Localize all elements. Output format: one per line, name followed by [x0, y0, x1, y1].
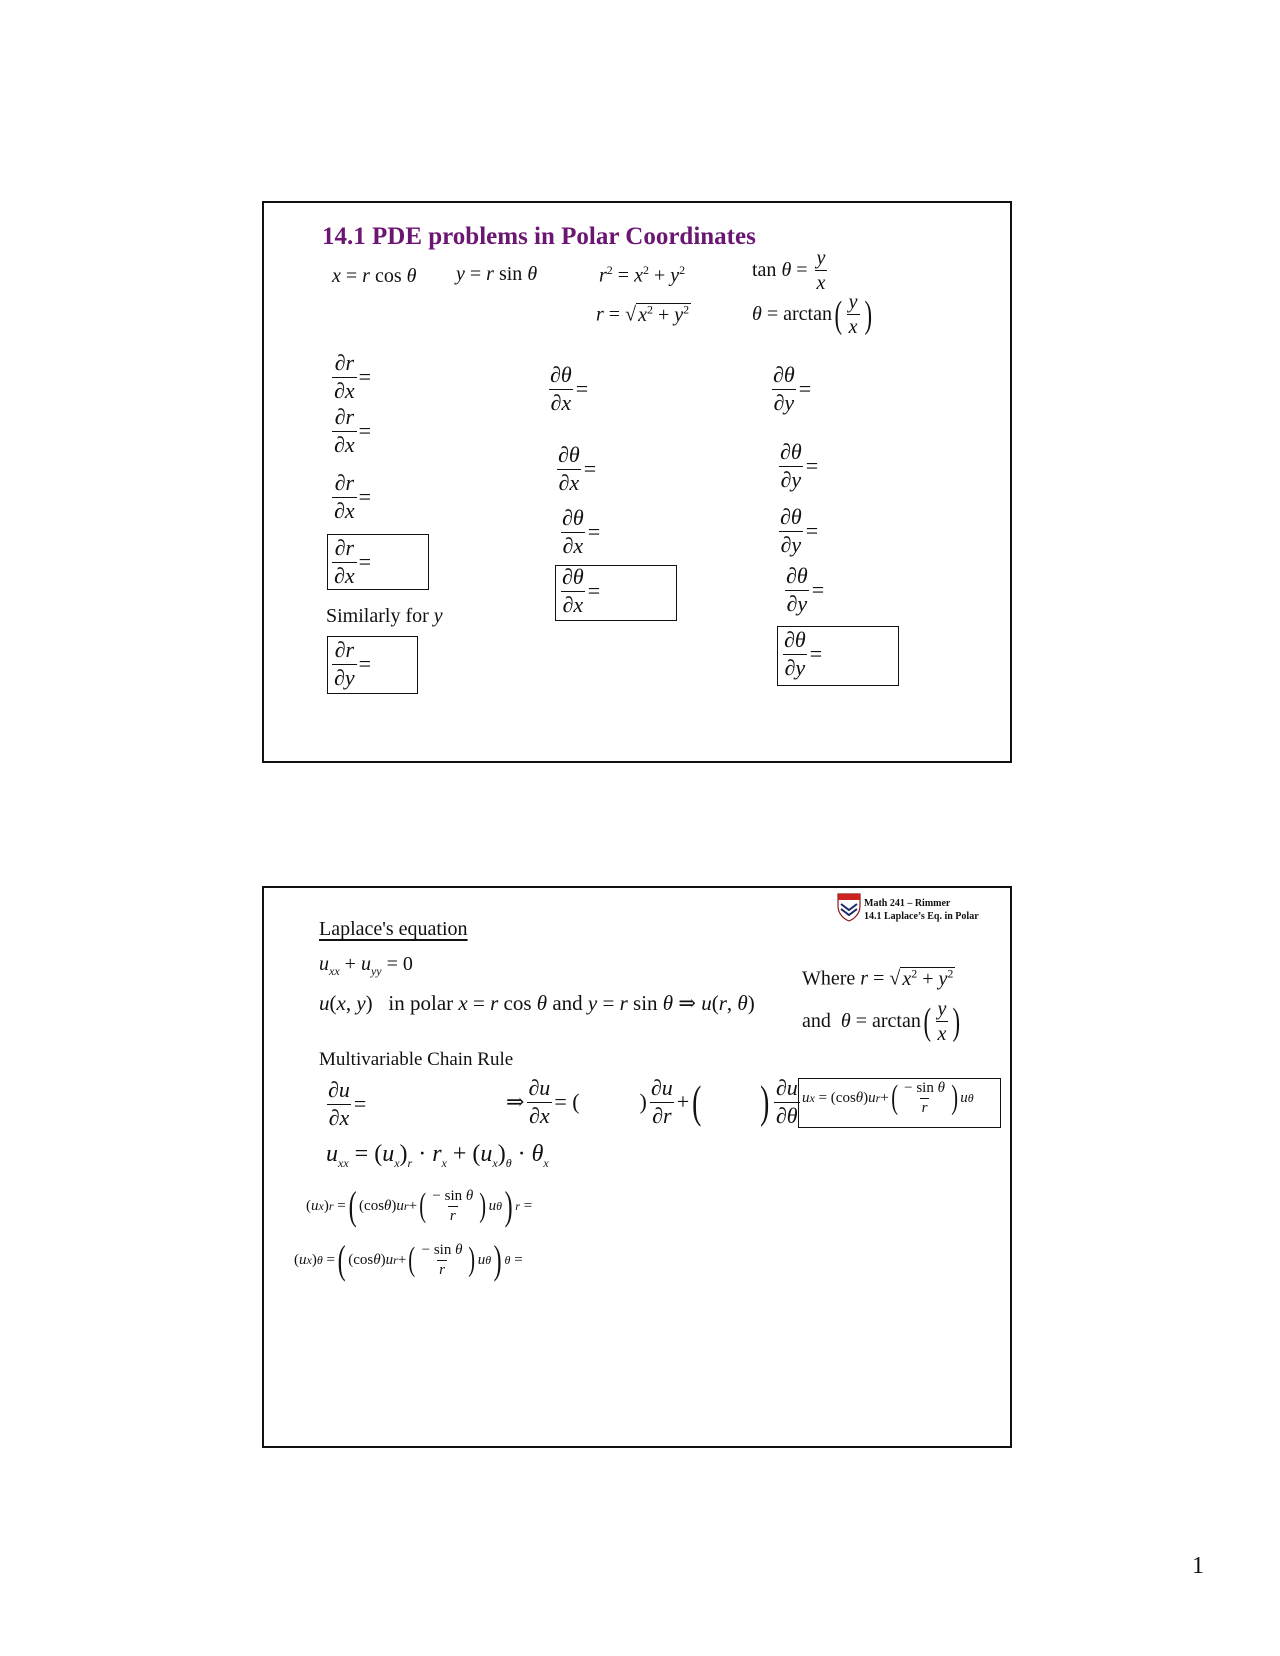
dr-dx-1: $\frac{\partial r}{\partial x}$ =	[334, 350, 372, 403]
eq-x-r-cos: x = r cos θ	[332, 265, 417, 287]
where-r: Where r = √ $x^2 + y^2$	[802, 966, 954, 990]
similarly-for-y: Similarly for y	[326, 605, 443, 627]
eq-ux-theta-derivative: ( u x ) θ = ( (cos θ ) u r + ( $\frac{\text{− sin θ}}{r}$ ) u θ ) θ =	[294, 1237, 523, 1282]
dtheta-dy-2: $\frac{\partial\theta}{\partial y}$ =	[780, 439, 819, 492]
page-number: 1	[1192, 1553, 1204, 1579]
eq-uxx: $u_{xx} = (u_x)_r \cdot r_x + (u_x)_\theta \cdot \theta_x$	[326, 1141, 549, 1170]
eq-polar-substitution: u(x, y) in polar x = r cos θ and y = r sin θ ⇒ u(r, θ)	[319, 991, 755, 1015]
eq-r-sqrt: r = √ $x^2 + y^2$	[596, 302, 690, 326]
and-theta-arctan: and θ = arctan ( $\frac{y}{x}$ )	[802, 998, 961, 1046]
chain-rule-expansion: ⇒ $\frac{\partial u}{\partial x}$ = ( ) $\frac{\partial u}{\partial r}$ + ( ) $\frac{\partial u}{\partial\theta}$	[506, 1075, 798, 1128]
eq-theta-arctan: θ = arctan ( $\frac{y}{x}$ )	[752, 291, 872, 339]
dtheta-dy-final: $\frac{\partial\theta}{\partial y}$ =	[784, 627, 823, 680]
dr-dy-final: $\frac{\partial r}{\partial y}$ =	[334, 637, 372, 690]
dtheta-dx-2: $\frac{\partial\theta}{\partial x}$ =	[558, 442, 597, 495]
dtheta-dx-3: $\frac{\partial\theta}{\partial x}$ =	[562, 505, 601, 558]
dr-dx-3: $\frac{\partial r}{\partial x}$ =	[334, 470, 372, 523]
dtheta-dy-4: $\frac{\partial\theta}{\partial y}$ =	[786, 563, 825, 616]
eq-ux-result: u x = (cos θ ) u r + ( $\frac{\text{− sin θ}}{r}$ ) u θ	[802, 1079, 974, 1117]
dtheta-dy-3: $\frac{\partial\theta}{\partial y}$ =	[780, 504, 819, 557]
chain-rule-heading: Multivariable Chain Rule	[319, 1049, 514, 1070]
eq-laplace: $u_{xx} + u_{yy} = 0$	[319, 953, 413, 978]
dtheta-dx-1: $\frac{\partial\theta}{\partial x}$ =	[550, 362, 589, 415]
dr-dx-2: $\frac{\partial r}{\partial x}$ =	[334, 404, 372, 457]
course-label: Math 241 – Rimmer 14.1 Laplace’s Eq. in Polar	[864, 898, 979, 922]
dtheta-dx-final: $\frac{\partial\theta}{\partial x}$ =	[562, 564, 601, 617]
eq-tan-theta: tan θ = $\frac{y}{x}$	[752, 247, 826, 295]
dr-dx-final: $\frac{\partial r}{\partial x}$ =	[334, 535, 372, 588]
du-dx: $\frac{\partial u}{\partial x}$ =	[328, 1077, 367, 1130]
laplace-heading: Laplace's equation	[319, 918, 468, 940]
dtheta-dy-1: $\frac{\partial\theta}{\partial y}$ =	[773, 362, 812, 415]
slide-1-title: 14.1 PDE problems in Polar Coordinates	[322, 223, 756, 250]
eq-ux-r-derivative: ( u x ) r = ( (cos θ ) u r + ( $\frac{\text{− sin θ}}{r}$ ) u θ ) r =	[306, 1183, 533, 1228]
eq-r-squared: $r^2 = x^2 + y^2$	[599, 263, 686, 287]
penn-shield-logo	[836, 892, 862, 922]
slide-2	[262, 886, 1012, 1448]
eq-y-r-sin: y = r sin θ	[456, 263, 538, 285]
slide-1	[262, 201, 1012, 763]
